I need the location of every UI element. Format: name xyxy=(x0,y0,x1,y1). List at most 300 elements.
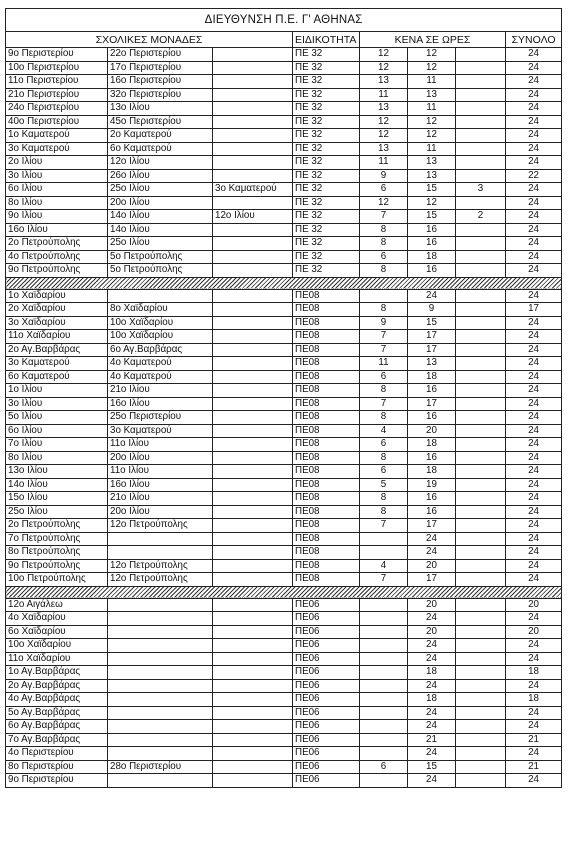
school-cell: 16ο Ιλίου xyxy=(6,223,108,237)
total-cell: 24 xyxy=(506,237,562,251)
section-separator xyxy=(6,586,562,598)
specialty-cell: ΠΕ06 xyxy=(293,720,360,734)
hours-cell-2: 24 xyxy=(408,679,456,693)
title-row xyxy=(6,9,562,32)
partner-school-2-cell xyxy=(213,250,293,264)
hours-cell-3 xyxy=(456,451,506,465)
partner-school-2-cell xyxy=(213,289,293,303)
school-cell: 7ο Ιλίου xyxy=(6,438,108,452)
hours-cell-3 xyxy=(456,48,506,62)
specialty-cell: ΠΕ 32 xyxy=(293,115,360,129)
partner-school-cell xyxy=(108,774,213,788)
hours-cell-1 xyxy=(360,652,408,666)
partner-school-cell: 20ο Ιλίου xyxy=(108,505,213,519)
partner-school-cell: 16ο Ιλίου xyxy=(108,478,213,492)
table-row xyxy=(6,61,562,75)
table-row xyxy=(6,196,562,210)
hours-cell-1: 8 xyxy=(360,237,408,251)
specialty-cell: ΠΕ06 xyxy=(293,693,360,707)
hours-cell-3 xyxy=(456,142,506,156)
specialty-cell: ΠΕ08 xyxy=(293,505,360,519)
hours-cell-1: 8 xyxy=(360,384,408,398)
hours-cell-3 xyxy=(456,625,506,639)
partner-school-cell xyxy=(108,598,213,612)
hours-cell-3 xyxy=(456,169,506,183)
specialty-cell: ΠΕ08 xyxy=(293,465,360,479)
hours-cell-1: 6 xyxy=(360,250,408,264)
hours-cell-3 xyxy=(456,612,506,626)
school-cell: 4ο Χαϊδαρίου xyxy=(6,612,108,626)
partner-school-2-cell xyxy=(213,102,293,116)
partner-school-cell: 25ο Περιστερίου xyxy=(108,411,213,425)
partner-school-2-cell xyxy=(213,706,293,720)
school-cell: 3ο Ιλίου xyxy=(6,169,108,183)
hours-cell-3 xyxy=(456,196,506,210)
table-row xyxy=(6,330,562,344)
partner-school-cell: 11ο Ιλίου xyxy=(108,438,213,452)
partner-school-cell: 10ο Χαϊδαρίου xyxy=(108,316,213,330)
total-cell: 24 xyxy=(506,652,562,666)
allocation-table xyxy=(5,8,562,788)
table-row xyxy=(6,75,562,89)
partner-school-2-cell xyxy=(213,75,293,89)
hours-cell-1: 6 xyxy=(360,465,408,479)
hours-cell-1 xyxy=(360,666,408,680)
school-cell: 3ο Ιλίου xyxy=(6,397,108,411)
partner-school-2-cell xyxy=(213,720,293,734)
hours-cell-3: 2 xyxy=(456,210,506,224)
hours-cell-3 xyxy=(456,679,506,693)
specialty-cell: ΠΕ08 xyxy=(293,370,360,384)
hours-cell-3 xyxy=(456,706,506,720)
specialty-cell: ΠΕ 32 xyxy=(293,61,360,75)
total-cell: 24 xyxy=(506,774,562,788)
hours-cell-2: 24 xyxy=(408,652,456,666)
partner-school-cell: 25ο Ιλίου xyxy=(108,183,213,197)
specialty-cell: ΠΕ 32 xyxy=(293,250,360,264)
school-cell: 9ο Περιστερίου xyxy=(6,48,108,62)
specialty-cell: ΠΕ06 xyxy=(293,679,360,693)
partner-school-cell: 4ο Καματερού xyxy=(108,370,213,384)
partner-school-2-cell xyxy=(213,598,293,612)
total-cell: 24 xyxy=(506,411,562,425)
hours-cell-1: 5 xyxy=(360,478,408,492)
partner-school-2-cell xyxy=(213,666,293,680)
total-cell: 24 xyxy=(506,196,562,210)
hours-cell-1: 8 xyxy=(360,451,408,465)
specialty-cell: ΠΕ08 xyxy=(293,303,360,317)
total-cell: 21 xyxy=(506,760,562,774)
total-cell: 22 xyxy=(506,169,562,183)
specialty-cell: ΠΕ 32 xyxy=(293,264,360,278)
hours-cell-3 xyxy=(456,693,506,707)
table-row xyxy=(6,303,562,317)
partner-school-2-cell xyxy=(213,760,293,774)
partner-school-cell: 12ο Πετρούπολης xyxy=(108,519,213,533)
school-cell: 9ο Ιλίου xyxy=(6,210,108,224)
hours-cell-2: 16 xyxy=(408,264,456,278)
school-cell: 14ο Ιλίου xyxy=(6,478,108,492)
table-row xyxy=(6,357,562,371)
specialty-cell: ΠΕ06 xyxy=(293,639,360,653)
table-row xyxy=(6,559,562,573)
hours-cell-3 xyxy=(456,639,506,653)
school-cell: 10ο Περιστερίου xyxy=(6,61,108,75)
partner-school-2-cell xyxy=(213,559,293,573)
school-cell: 7ο Αγ.Βαρβάρας xyxy=(6,733,108,747)
hours-cell-2: 24 xyxy=(408,747,456,761)
partner-school-2-cell xyxy=(213,693,293,707)
partner-school-cell xyxy=(108,720,213,734)
partner-school-2-cell: 3ο Καματερού xyxy=(213,183,293,197)
school-cell: 11ο Περιστερίου xyxy=(6,75,108,89)
hours-cell-2: 13 xyxy=(408,88,456,102)
specialty-cell: ΠΕ08 xyxy=(293,289,360,303)
table-row xyxy=(6,210,562,224)
school-cell: 3ο Χαϊδαρίου xyxy=(6,316,108,330)
specialty-cell: ΠΕ08 xyxy=(293,573,360,587)
partner-school-cell: 16ο Ιλίου xyxy=(108,397,213,411)
partner-school-cell xyxy=(108,733,213,747)
total-cell: 24 xyxy=(506,343,562,357)
hours-cell-1 xyxy=(360,693,408,707)
hours-cell-3 xyxy=(456,316,506,330)
school-cell: 3ο Καματερού xyxy=(6,357,108,371)
total-cell: 24 xyxy=(506,142,562,156)
allocation-sheet xyxy=(5,8,561,788)
total-cell: 24 xyxy=(506,465,562,479)
specialty-cell: ΠΕ06 xyxy=(293,612,360,626)
partner-school-cell: 6ο Αγ.Βαρβάρας xyxy=(108,343,213,357)
partner-school-2-cell xyxy=(213,612,293,626)
table-row xyxy=(6,639,562,653)
partner-school-2-cell xyxy=(213,625,293,639)
hours-cell-2: 17 xyxy=(408,397,456,411)
specialty-cell: ΠΕ08 xyxy=(293,492,360,506)
table-row xyxy=(6,573,562,587)
school-cell: 11ο Χαϊδαρίου xyxy=(6,652,108,666)
partner-school-2-cell xyxy=(213,384,293,398)
table-row xyxy=(6,183,562,197)
partner-school-cell: 14ο Ιλίου xyxy=(108,223,213,237)
specialty-cell: ΠΕ 32 xyxy=(293,102,360,116)
table-row xyxy=(6,760,562,774)
school-cell: 8ο Περιστερίου xyxy=(6,760,108,774)
hours-cell-3 xyxy=(456,774,506,788)
partner-school-cell: 5ο Πετρούπολης xyxy=(108,264,213,278)
table-row xyxy=(6,169,562,183)
total-cell: 18 xyxy=(506,666,562,680)
school-cell: 5ο Ιλίου xyxy=(6,411,108,425)
hours-cell-2: 24 xyxy=(408,546,456,560)
specialty-cell: ΠΕ06 xyxy=(293,652,360,666)
hours-cell-2: 17 xyxy=(408,573,456,587)
partner-school-2-cell xyxy=(213,733,293,747)
school-cell: 4ο Περιστερίου xyxy=(6,747,108,761)
hours-cell-3 xyxy=(456,250,506,264)
table-row xyxy=(6,451,562,465)
hours-cell-2: 20 xyxy=(408,424,456,438)
table-row xyxy=(6,438,562,452)
school-cell: 9ο Πετρούπολης xyxy=(6,559,108,573)
specialty-cell: ΠΕ08 xyxy=(293,397,360,411)
specialty-cell: ΠΕ 32 xyxy=(293,129,360,143)
table-row xyxy=(6,289,562,303)
hours-cell-2: 17 xyxy=(408,519,456,533)
hours-cell-1: 11 xyxy=(360,156,408,170)
partner-school-2-cell xyxy=(213,115,293,129)
hours-cell-2: 13 xyxy=(408,156,456,170)
school-cell: 24ο Περιστερίου xyxy=(6,102,108,116)
hours-cell-1: 6 xyxy=(360,438,408,452)
specialty-cell: ΠΕ06 xyxy=(293,625,360,639)
school-cell: 2ο Αγ.Βαρβάρας xyxy=(6,343,108,357)
total-cell: 24 xyxy=(506,747,562,761)
header-specialty: ΕΙΔΙΚΟΤΗΤΑ xyxy=(293,32,360,48)
table-row xyxy=(6,264,562,278)
school-cell: 9ο Πετρούπολης xyxy=(6,264,108,278)
partner-school-2-cell xyxy=(213,411,293,425)
specialty-cell: ΠΕ08 xyxy=(293,316,360,330)
header-schools: ΣΧΟΛΙΚΕΣ ΜΟΝΑΔΕΣ xyxy=(6,32,293,48)
table-row xyxy=(6,424,562,438)
total-cell: 24 xyxy=(506,370,562,384)
partner-school-cell: 20ο Ιλίου xyxy=(108,196,213,210)
school-cell: 1ο Χαϊδαρίου xyxy=(6,289,108,303)
hours-cell-1: 7 xyxy=(360,573,408,587)
partner-school-2-cell xyxy=(213,573,293,587)
school-cell: 10ο Χαϊδαρίου xyxy=(6,639,108,653)
partner-school-2-cell xyxy=(213,223,293,237)
total-cell: 24 xyxy=(506,330,562,344)
partner-school-2-cell xyxy=(213,747,293,761)
hours-cell-2: 13 xyxy=(408,357,456,371)
hours-cell-2: 24 xyxy=(408,532,456,546)
specialty-cell: ΠΕ08 xyxy=(293,559,360,573)
partner-school-2-cell xyxy=(213,505,293,519)
hours-cell-2: 16 xyxy=(408,223,456,237)
school-cell: 25ο Ιλίου xyxy=(6,505,108,519)
partner-school-cell: 12ο Ιλίου xyxy=(108,156,213,170)
hours-cell-2: 21 xyxy=(408,733,456,747)
school-cell: 11ο Χαϊδαρίου xyxy=(6,330,108,344)
table-row xyxy=(6,679,562,693)
total-cell: 24 xyxy=(506,532,562,546)
hours-cell-1: 8 xyxy=(360,411,408,425)
partner-school-cell: 13ο Ιλίου xyxy=(108,102,213,116)
total-cell: 20 xyxy=(506,625,562,639)
partner-school-2-cell xyxy=(213,129,293,143)
table-row xyxy=(6,465,562,479)
school-cell: 8ο Ιλίου xyxy=(6,451,108,465)
table-row xyxy=(6,720,562,734)
table-row xyxy=(6,129,562,143)
partner-school-cell: 8ο Χαϊδαρίου xyxy=(108,303,213,317)
hours-cell-2: 24 xyxy=(408,720,456,734)
hours-cell-1: 6 xyxy=(360,370,408,384)
hours-cell-1 xyxy=(360,720,408,734)
partner-school-cell: 28ο Περιστερίου xyxy=(108,760,213,774)
specialty-cell: ΠΕ06 xyxy=(293,706,360,720)
partner-school-cell xyxy=(108,652,213,666)
partner-school-cell xyxy=(108,693,213,707)
total-cell: 24 xyxy=(506,316,562,330)
table-row xyxy=(6,397,562,411)
specialty-cell: ΠΕ08 xyxy=(293,451,360,465)
specialty-cell: ΠΕ 32 xyxy=(293,88,360,102)
partner-school-2-cell xyxy=(213,465,293,479)
partner-school-2-cell xyxy=(213,156,293,170)
school-cell: 21ο Περιστερίου xyxy=(6,88,108,102)
specialty-cell: ΠΕ06 xyxy=(293,747,360,761)
table-row xyxy=(6,250,562,264)
hours-cell-2: 18 xyxy=(408,438,456,452)
total-cell: 24 xyxy=(506,546,562,560)
school-cell: 6ο Ιλίου xyxy=(6,183,108,197)
table-row xyxy=(6,48,562,62)
partner-school-2-cell xyxy=(213,679,293,693)
hours-cell-1 xyxy=(360,774,408,788)
specialty-cell: ΠΕ06 xyxy=(293,733,360,747)
total-cell: 24 xyxy=(506,88,562,102)
partner-school-cell: 4ο Καματερού xyxy=(108,357,213,371)
specialty-cell: ΠΕ08 xyxy=(293,519,360,533)
hours-cell-1: 8 xyxy=(360,264,408,278)
table-row xyxy=(6,652,562,666)
specialty-cell: ΠΕ 32 xyxy=(293,196,360,210)
table-row xyxy=(6,546,562,560)
hours-cell-1: 11 xyxy=(360,88,408,102)
table-row xyxy=(6,625,562,639)
partner-school-2-cell xyxy=(213,237,293,251)
school-cell: 13ο Ιλίου xyxy=(6,465,108,479)
partner-school-cell: 21ο Ιλίου xyxy=(108,492,213,506)
table-row xyxy=(6,774,562,788)
hours-cell-1 xyxy=(360,747,408,761)
total-cell: 24 xyxy=(506,679,562,693)
partner-school-2-cell xyxy=(213,639,293,653)
table-row xyxy=(6,115,562,129)
partner-school-cell: 12ο Πετρούπολης xyxy=(108,573,213,587)
partner-school-2-cell xyxy=(213,438,293,452)
total-cell: 24 xyxy=(506,75,562,89)
table-row xyxy=(6,532,562,546)
school-cell: 5ο Αγ.Βαρβάρας xyxy=(6,706,108,720)
page-title: ΔΙΕΥΘΥΝΣΗ Π.Ε. Γ' ΑΘΗΝΑΣ xyxy=(6,9,562,32)
hours-cell-2: 9 xyxy=(408,303,456,317)
partner-school-cell xyxy=(108,679,213,693)
hours-cell-1: 13 xyxy=(360,142,408,156)
school-cell: 2ο Πετρούπολης xyxy=(6,519,108,533)
table-row xyxy=(6,492,562,506)
specialty-cell: ΠΕ 32 xyxy=(293,183,360,197)
partner-school-cell: 12ο Πετρούπολης xyxy=(108,559,213,573)
hours-cell-3 xyxy=(456,411,506,425)
hours-cell-3 xyxy=(456,330,506,344)
table-row xyxy=(6,343,562,357)
hours-cell-1 xyxy=(360,625,408,639)
school-cell: 9ο Περιστερίου xyxy=(6,774,108,788)
partner-school-cell xyxy=(108,625,213,639)
table-row xyxy=(6,505,562,519)
table-row xyxy=(6,747,562,761)
partner-school-cell: 6ο Καματερού xyxy=(108,142,213,156)
hours-cell-1: 6 xyxy=(360,760,408,774)
total-cell: 24 xyxy=(506,48,562,62)
specialty-cell: ΠΕ 32 xyxy=(293,48,360,62)
hours-cell-3 xyxy=(456,102,506,116)
hours-cell-2: 15 xyxy=(408,316,456,330)
hatched-divider xyxy=(6,277,562,289)
partner-school-2-cell xyxy=(213,397,293,411)
specialty-cell: ΠΕ06 xyxy=(293,774,360,788)
total-cell: 24 xyxy=(506,156,562,170)
hours-cell-3 xyxy=(456,573,506,587)
table-row xyxy=(6,237,562,251)
specialty-cell: ΠΕ08 xyxy=(293,384,360,398)
hours-cell-2: 16 xyxy=(408,505,456,519)
partner-school-2-cell xyxy=(213,316,293,330)
specialty-cell: ΠΕ 32 xyxy=(293,223,360,237)
hours-cell-1: 8 xyxy=(360,303,408,317)
school-cell: 6ο Χαϊδαρίου xyxy=(6,625,108,639)
hours-cell-1 xyxy=(360,639,408,653)
school-cell: 2ο Πετρούπολης xyxy=(6,237,108,251)
partner-school-2-cell xyxy=(213,519,293,533)
hours-cell-3 xyxy=(456,666,506,680)
hours-cell-3 xyxy=(456,720,506,734)
hours-cell-2: 24 xyxy=(408,706,456,720)
partner-school-cell: 11ο Ιλίου xyxy=(108,465,213,479)
hours-cell-2: 15 xyxy=(408,760,456,774)
hours-cell-1: 7 xyxy=(360,397,408,411)
partner-school-cell: 22ο Περιστερίου xyxy=(108,48,213,62)
hours-cell-2: 12 xyxy=(408,48,456,62)
school-cell: 8ο Πετρούπολης xyxy=(6,546,108,560)
hours-cell-1: 12 xyxy=(360,48,408,62)
total-cell: 24 xyxy=(506,357,562,371)
partner-school-2-cell xyxy=(213,546,293,560)
table-row xyxy=(6,706,562,720)
hours-cell-2: 17 xyxy=(408,330,456,344)
hours-cell-3 xyxy=(456,505,506,519)
hours-cell-3 xyxy=(456,424,506,438)
specialty-cell: ΠΕ06 xyxy=(293,666,360,680)
partner-school-2-cell xyxy=(213,169,293,183)
total-cell: 24 xyxy=(506,720,562,734)
total-cell: 24 xyxy=(506,559,562,573)
hours-cell-1: 11 xyxy=(360,357,408,371)
hours-cell-3: 3 xyxy=(456,183,506,197)
specialty-cell: ΠΕ 32 xyxy=(293,210,360,224)
specialty-cell: ΠΕ08 xyxy=(293,330,360,344)
hours-cell-3 xyxy=(456,75,506,89)
total-cell: 24 xyxy=(506,451,562,465)
hours-cell-1: 9 xyxy=(360,316,408,330)
hours-cell-1 xyxy=(360,598,408,612)
header-total: ΣΥΝΟΛΟ xyxy=(506,32,562,48)
hours-cell-2: 11 xyxy=(408,102,456,116)
total-cell: 24 xyxy=(506,492,562,506)
hours-cell-1 xyxy=(360,289,408,303)
total-cell: 24 xyxy=(506,129,562,143)
hours-cell-3 xyxy=(456,397,506,411)
table-row xyxy=(6,156,562,170)
hours-cell-1: 8 xyxy=(360,223,408,237)
hours-cell-3 xyxy=(456,532,506,546)
hours-cell-2: 20 xyxy=(408,598,456,612)
partner-school-cell xyxy=(108,639,213,653)
